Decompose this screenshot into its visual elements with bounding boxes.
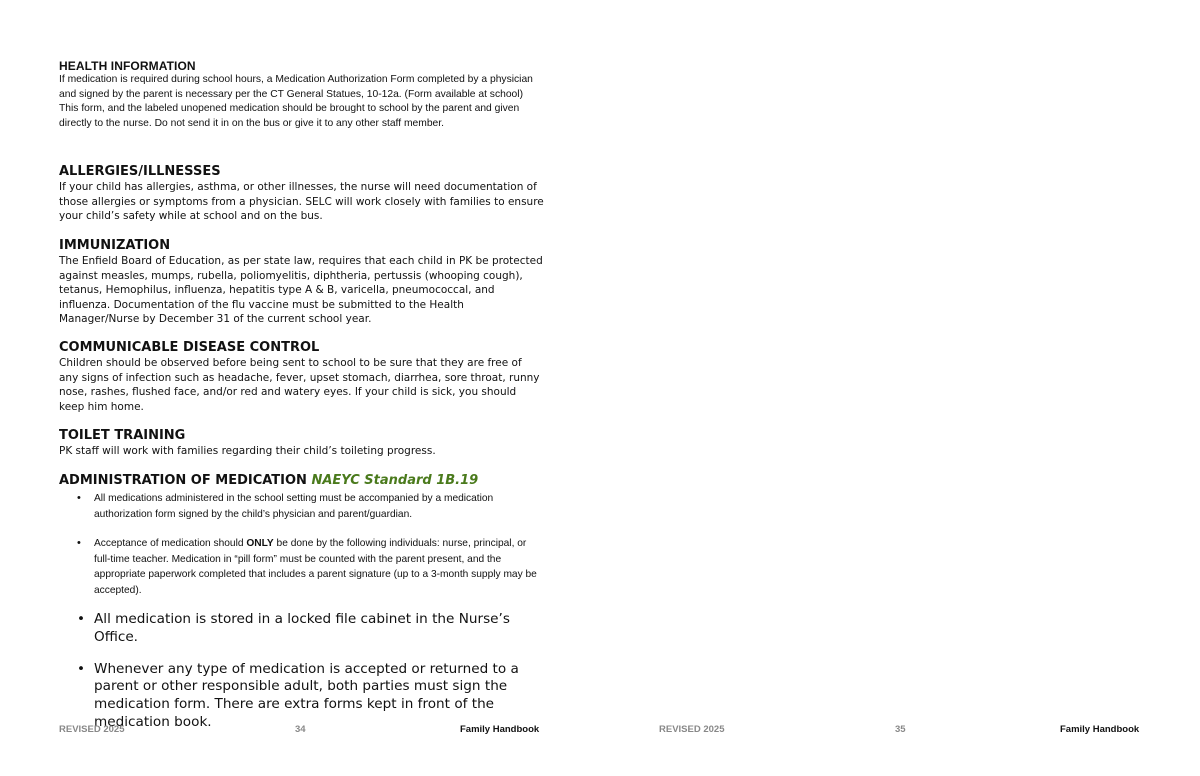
list-item: • All medication is stored in a locked file cabinet in the Nurse’s Office. — [94, 611, 544, 647]
allergies-body: If your child has allergies, asthma, or other illnesses, the nurse will need documentation of those allergies or symptoms from a physician. SELC will work closely with families to ensure your child’s safety while at school and on the bus. — [59, 181, 544, 223]
toilet-training-section — [59, 428, 544, 459]
administration-big-list — [59, 611, 544, 732]
footer-handbook: Family Handbook — [1060, 724, 1140, 735]
immunization-body: The Enfield Board of Education, as per state law, requires that each child in PK be protected against measles, mumps, rubella, poliomyelitis, diphtheria, pertussis (whooping cough), tetanus, Hemophilus, influenza, hepatitis type A & B, varicella, pneumococcal, and influenza. Documentation of the flu vaccine must be submitted to the Health Manager/Nurse by December 31 of the current school year. — [59, 255, 543, 326]
list-item — [94, 536, 544, 598]
communicable-disease-section — [59, 340, 544, 414]
list-item: • Whenever any type of medication is accepted or returned to a parent or other responsible adult, both parties must sign the medication form. There are extra forms kept in front of the medication book. — [94, 661, 544, 732]
footer-page-number: 34 — [295, 724, 306, 735]
administration-title-text: ADMINISTRATION OF MEDICATION — [59, 473, 307, 488]
communicable-disease-title: COMMUNICABLE DISEASE CONTROL — [59, 340, 320, 355]
footer-revised: REVISED 2025 — [659, 724, 725, 735]
footer-revised: REVISED 2025 — [59, 724, 125, 735]
bullet2-post: be done by the following individuals: nurse, principal, or full-time teacher. Medication in “pill form” must be counted with the parent present, and the appropriate paperwork completed that includes a parent signature (up to a 3-month supply may be accepted). — [94, 538, 537, 596]
immunization-title: IMMUNIZATION — [59, 238, 171, 253]
administration-section — [59, 473, 544, 732]
health-information-title: HEALTH INFORMATION — [59, 59, 196, 73]
immunization-section — [59, 238, 544, 327]
administration-standard: NAEYC Standard 1B.19 — [311, 473, 479, 488]
footer-handbook: Family Handbook — [460, 724, 540, 735]
bullet2-pre: Acceptance of medication should — [94, 538, 247, 549]
communicable-disease-body: Children should be observed before being sent to school to be sure that they are free of any signs of infection such as headache, fever, upset stomach, diarrhea, sore throat, runny nose, rashes, flushed face, and/or red and watery eyes. If your child is sick, you should keep him home. — [59, 357, 540, 413]
toilet-training-title: TOILET TRAINING — [59, 428, 186, 443]
footer-page-number: 35 — [895, 724, 906, 735]
allergies-title: ALLERGIES/ILLNESSES — [59, 164, 221, 179]
administration-title — [59, 473, 544, 489]
administration-small-list — [59, 491, 544, 598]
allergies-section — [59, 164, 544, 224]
toilet-training-body: PK staff will work with families regarding their child’s toileting progress. — [59, 445, 436, 457]
right-page — [600, 0, 1200, 776]
bullet2-bold: ONLY — [246, 538, 274, 549]
health-information-body: If medication is required during school hours, a Medication Authorization Form completed by a physician and signed by the parent is necessary per the CT General Statues, 10-12a. (Form available at school) This form, and the labeled unopened medication should be brought to school by the parent and given directly to the nurse. Do not send it in on the bus or give it to any other staff member. — [59, 74, 533, 129]
health-information-section — [59, 59, 544, 131]
list-item: • All medications administered in the school setting must be accompanied by a medication authorization form signed by the child’s physician and parent/guardian. — [94, 491, 544, 522]
